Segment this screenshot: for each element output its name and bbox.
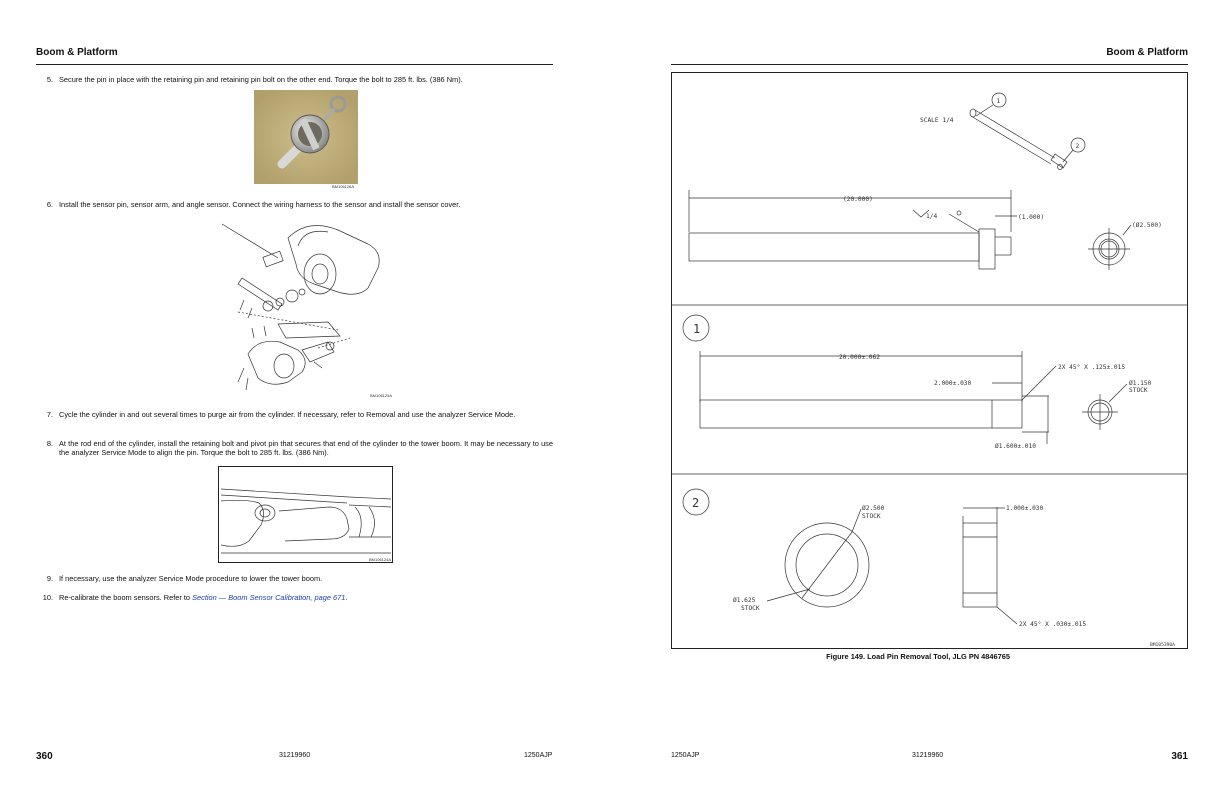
step-5: 5. Secure the pin in place with the retaining pin and retaining pin bolt on the other end. Torque the bolt to 285 ft. lbs. (386 Nm). (46, 75, 463, 84)
collar-width: (1.000) (1018, 214, 1045, 221)
step-7: 7. Cycle the cylinder in and out several times to purge air from the cylinder. If necessary, refer to Removal and use the analyzer Service Mode. (46, 410, 516, 419)
chamfer-1: 2X 45° X .125±.015 (1058, 364, 1126, 371)
image-code: BM106124A (369, 557, 392, 562)
image-code: BM106125A (370, 393, 393, 398)
page-number: 360 (36, 751, 53, 762)
load-pin-tool-drawing (671, 72, 1188, 649)
callout-2: 2 (1075, 143, 1080, 150)
section-1-label: 1 (693, 322, 701, 336)
pin-photo (254, 90, 358, 189)
page-header: Boom & Platform (1106, 47, 1188, 58)
ring-od: Ø2.500 (862, 505, 885, 512)
overall-length: (20.000) (843, 196, 873, 203)
ring-id: Ø1.625 (733, 597, 756, 604)
doc-number: 31219960 (912, 752, 944, 759)
callout-1: 1 (996, 98, 1001, 105)
ring-width: 1.000±.030 (1006, 505, 1044, 512)
finish-mark: 1/4 (926, 213, 938, 220)
model-name: 1250AJP (671, 752, 700, 759)
page-number: 361 (1171, 751, 1188, 762)
pin-dia: Ø1.600±.010 (995, 443, 1036, 450)
model-name: 1250AJP (524, 752, 553, 759)
header-rule (36, 64, 553, 65)
chamfer-2: 2X 45° X .030±.015 (1019, 621, 1087, 628)
header-rule (671, 64, 1188, 65)
ring-od-stock: STOCK (862, 513, 881, 520)
image-code: BM106126A (332, 184, 355, 189)
ring-id-stock: STOCK (741, 605, 760, 612)
page-header: Boom & Platform (36, 47, 118, 58)
step-9: 9. If necessary, use the analyzer Service Mode procedure to lower the tower boom. (46, 574, 323, 583)
stock-1: STOCK (1129, 387, 1148, 394)
section-link[interactable]: Section — Boom Sensor Calibration, page 671 (192, 593, 346, 602)
collar-dia: (Ø2.500) (1132, 222, 1162, 229)
step-length: 2.000±.030 (934, 380, 972, 387)
cylinder-view (218, 466, 393, 563)
step-8: 8. At the rod end of the cylinder, install the retaining bolt and pivot pin that secures that end of the cylinder to the tower boom. It may be necessary to use the analyzer Service Mode to align the pin. Torque the bolt to 285 ft. lbs. (386 Nm). (46, 439, 553, 458)
step-10: 10. Re-calibrate the boom sensors. Refer to Section — Boom Sensor Calibration, page 671. (42, 593, 348, 602)
sensor-exploded-view (218, 218, 398, 400)
scale-label: SCALE 1/4 (920, 117, 954, 124)
doc-number: 31219960 (279, 752, 311, 759)
pin-length: 20.000±.062 (839, 354, 880, 361)
stock-dia-1: Ø1.150 (1129, 380, 1152, 387)
step-6: 6. Install the sensor pin, sensor arm, and angle sensor. Connect the wiring harness to the sensor and install the sensor cover. (46, 200, 461, 209)
right-page (612, 0, 1224, 792)
drawing-code: BM105390A (1150, 643, 1175, 648)
section-2-label: 2 (692, 496, 700, 510)
figure-caption: Figure 149. Load Pin Removal Tool, JLG PN 4846765 (826, 652, 1010, 661)
